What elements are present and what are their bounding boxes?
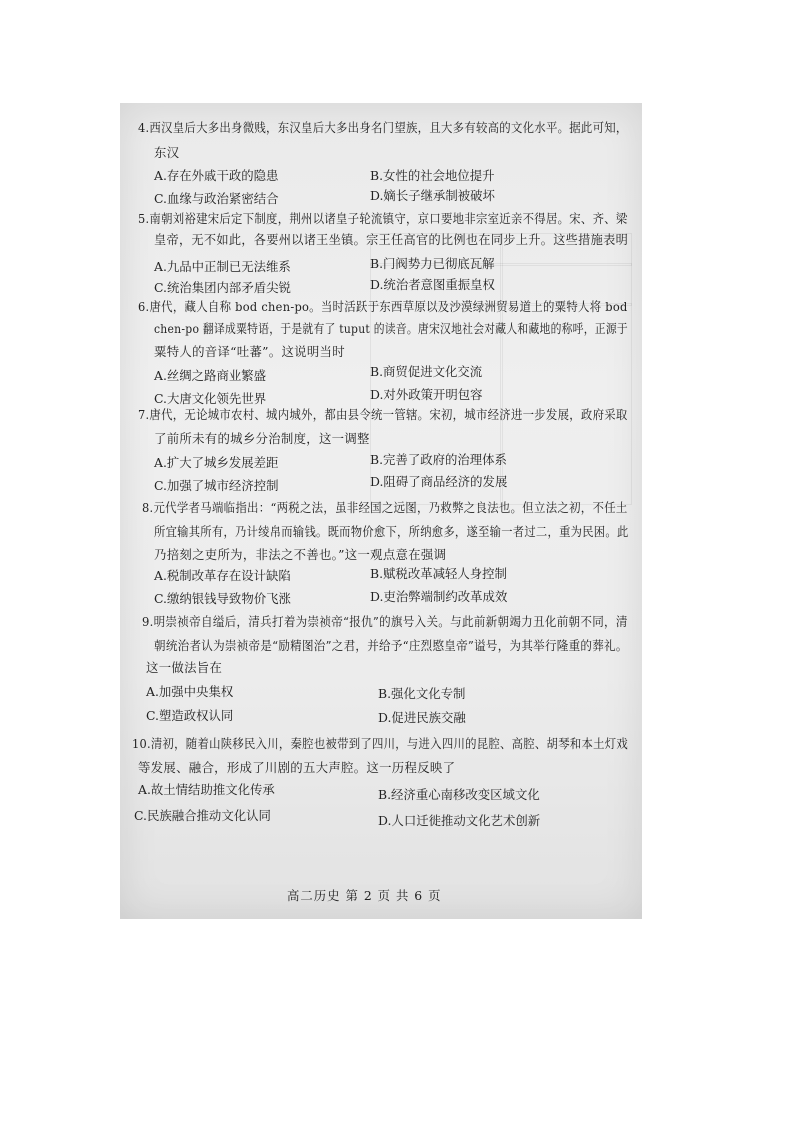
question-4-option-c: C.血缘与政治紧密结合 — [154, 191, 279, 206]
question-5-option-a: A.九品中正制已无法维系 — [154, 259, 291, 274]
question-7-stem-line-2: 了前所未有的城乡分治制度，这一调整 — [154, 431, 370, 446]
question-4-option-a: A.存在外戚干政的隐患 — [154, 168, 279, 183]
question-6-stem-line-3: 粟特人的音译“吐蕃”。这说明当时 — [154, 344, 345, 359]
question-8-stem-line-2: 所宜输其所有，乃计绫帛而输钱。既而物价愈下，所纳愈多，遂至输一者过二，重为民困。此 — [154, 524, 629, 539]
question-7-option-b: B.完善了政府的治理体系 — [370, 452, 507, 467]
question-4-stem-line-2: 东汉 — [154, 145, 180, 160]
question-6-stem-line-2: chen-po 翻译成粟特语，于是就有了 tuput 的读音。唐宋汉地社会对藏人和藏地的称呼，正源于 — [154, 321, 628, 336]
question-6-option-c: C.大唐文化领先世界 — [154, 391, 267, 406]
question-5-stem-line-1: 5.南朝刘裕建宋后定下制度，荆州以诸皇子轮流镇守，京口要地非宗室近亲不得居。宋、齐、梁 — [138, 211, 628, 226]
question-8-option-d: D.吏治弊端制约改革成效 — [370, 589, 508, 604]
question-9-option-b: B.强化文化专制 — [378, 686, 466, 701]
question-8-stem-line-3: 乃掊刻之吏所为，非法之不善也。”这一观点意在强调 — [154, 547, 447, 562]
question-4-option-b: B.女性的社会地位提升 — [370, 168, 495, 183]
question-5-option-d: D.统治者意图重振皇权 — [370, 277, 495, 292]
question-10-option-c: C.民族融合推动文化认同 — [134, 808, 271, 823]
question-10-option-a: A.故土情结助推文化传承 — [138, 782, 275, 797]
question-5-stem-line-2: 皇帝，无不如此，各要州以诸王坐镇。宗王任高官的比例也在同步上升。这些措施表明 — [154, 232, 629, 247]
question-10-option-d: D.人口迁徙推动文化艺术创新 — [378, 813, 541, 828]
question-6-stem-line-1: 6.唐代，藏人自称 bod chen-po。当时活跃于东西草原以及沙漠绿洲贸易道上的粟特人将 bod — [138, 299, 628, 314]
question-7-option-d: D.阻碍了商品经济的发展 — [370, 474, 508, 489]
question-10-option-b: B.经济重心南移改变区域文化 — [378, 787, 540, 802]
question-9-option-d: D.促进民族交融 — [378, 710, 466, 725]
question-4-stem-line-1: 4.西汉皇后大多出身微贱，东汉皇后大多出身名门望族，且大多有较高的文化水平。据此可知， — [138, 120, 628, 135]
question-4-option-d: D.嫡长子继承制被破坏 — [370, 188, 495, 203]
question-6-option-d: D.对外政策开明包容 — [370, 387, 483, 402]
question-7-stem-line-1: 7.唐代，无论城市农村、城内城外，都由县令统一管辖。宋初，城市经济进一步发展，政府采取 — [138, 407, 628, 422]
question-9-stem-line-2: 朝统治者认为崇祯帝是“励精图治”之君，并给予“庄烈愍皇帝”谥号，为其举行隆重的葬礼。 — [154, 638, 628, 653]
question-9-stem-line-1: 9.明崇祯帝自缢后，清兵打着为崇祯帝“报仇”的旗号入关。与此前新朝竭力丑化前朝不同，清 — [142, 614, 628, 629]
question-10-stem-line-2: 等发展、融合，形成了川剧的五大声腔。这一历程反映了 — [138, 760, 456, 775]
question-8-option-c: C.缴纳银钱导致物价飞涨 — [154, 591, 291, 606]
page-footer: 高二历史 第 2 页 共 6 页 — [287, 888, 442, 903]
question-5-option-b: B.门阀势力已彻底瓦解 — [370, 256, 495, 271]
question-6-option-a: A.丝绸之路商业繁盛 — [154, 368, 267, 383]
question-9-option-a: A.加强中央集权 — [146, 684, 234, 699]
question-9-option-c: C.塑造政权认同 — [146, 708, 234, 723]
question-6-option-b: B.商贸促进文化交流 — [370, 364, 483, 379]
question-7-option-a: A.扩大了城乡发展差距 — [154, 455, 279, 470]
question-8-option-b: B.赋税改革减轻人身控制 — [370, 566, 507, 581]
question-10-stem-line-1: 10.清初，随着山陕移民入川，秦腔也被带到了四川，与进入四川的昆腔、高腔、胡琴和本土灯戏 — [132, 736, 629, 751]
question-8-stem-line-1: 8.元代学者马端临指出：“两税之法，虽非经国之远图，乃救弊之良法也。但立法之初，不任土 — [142, 500, 628, 515]
question-8-option-a: A.税制改革存在设计缺陷 — [154, 568, 291, 583]
question-7-option-c: C.加强了城市经济控制 — [154, 478, 279, 493]
question-9-stem-line-3: 这一做法旨在 — [146, 660, 223, 675]
question-5-option-c: C.统治集团内部矛盾尖锐 — [154, 280, 291, 295]
scanned-exam-page — [120, 103, 642, 919]
exam-page — [120, 103, 642, 919]
